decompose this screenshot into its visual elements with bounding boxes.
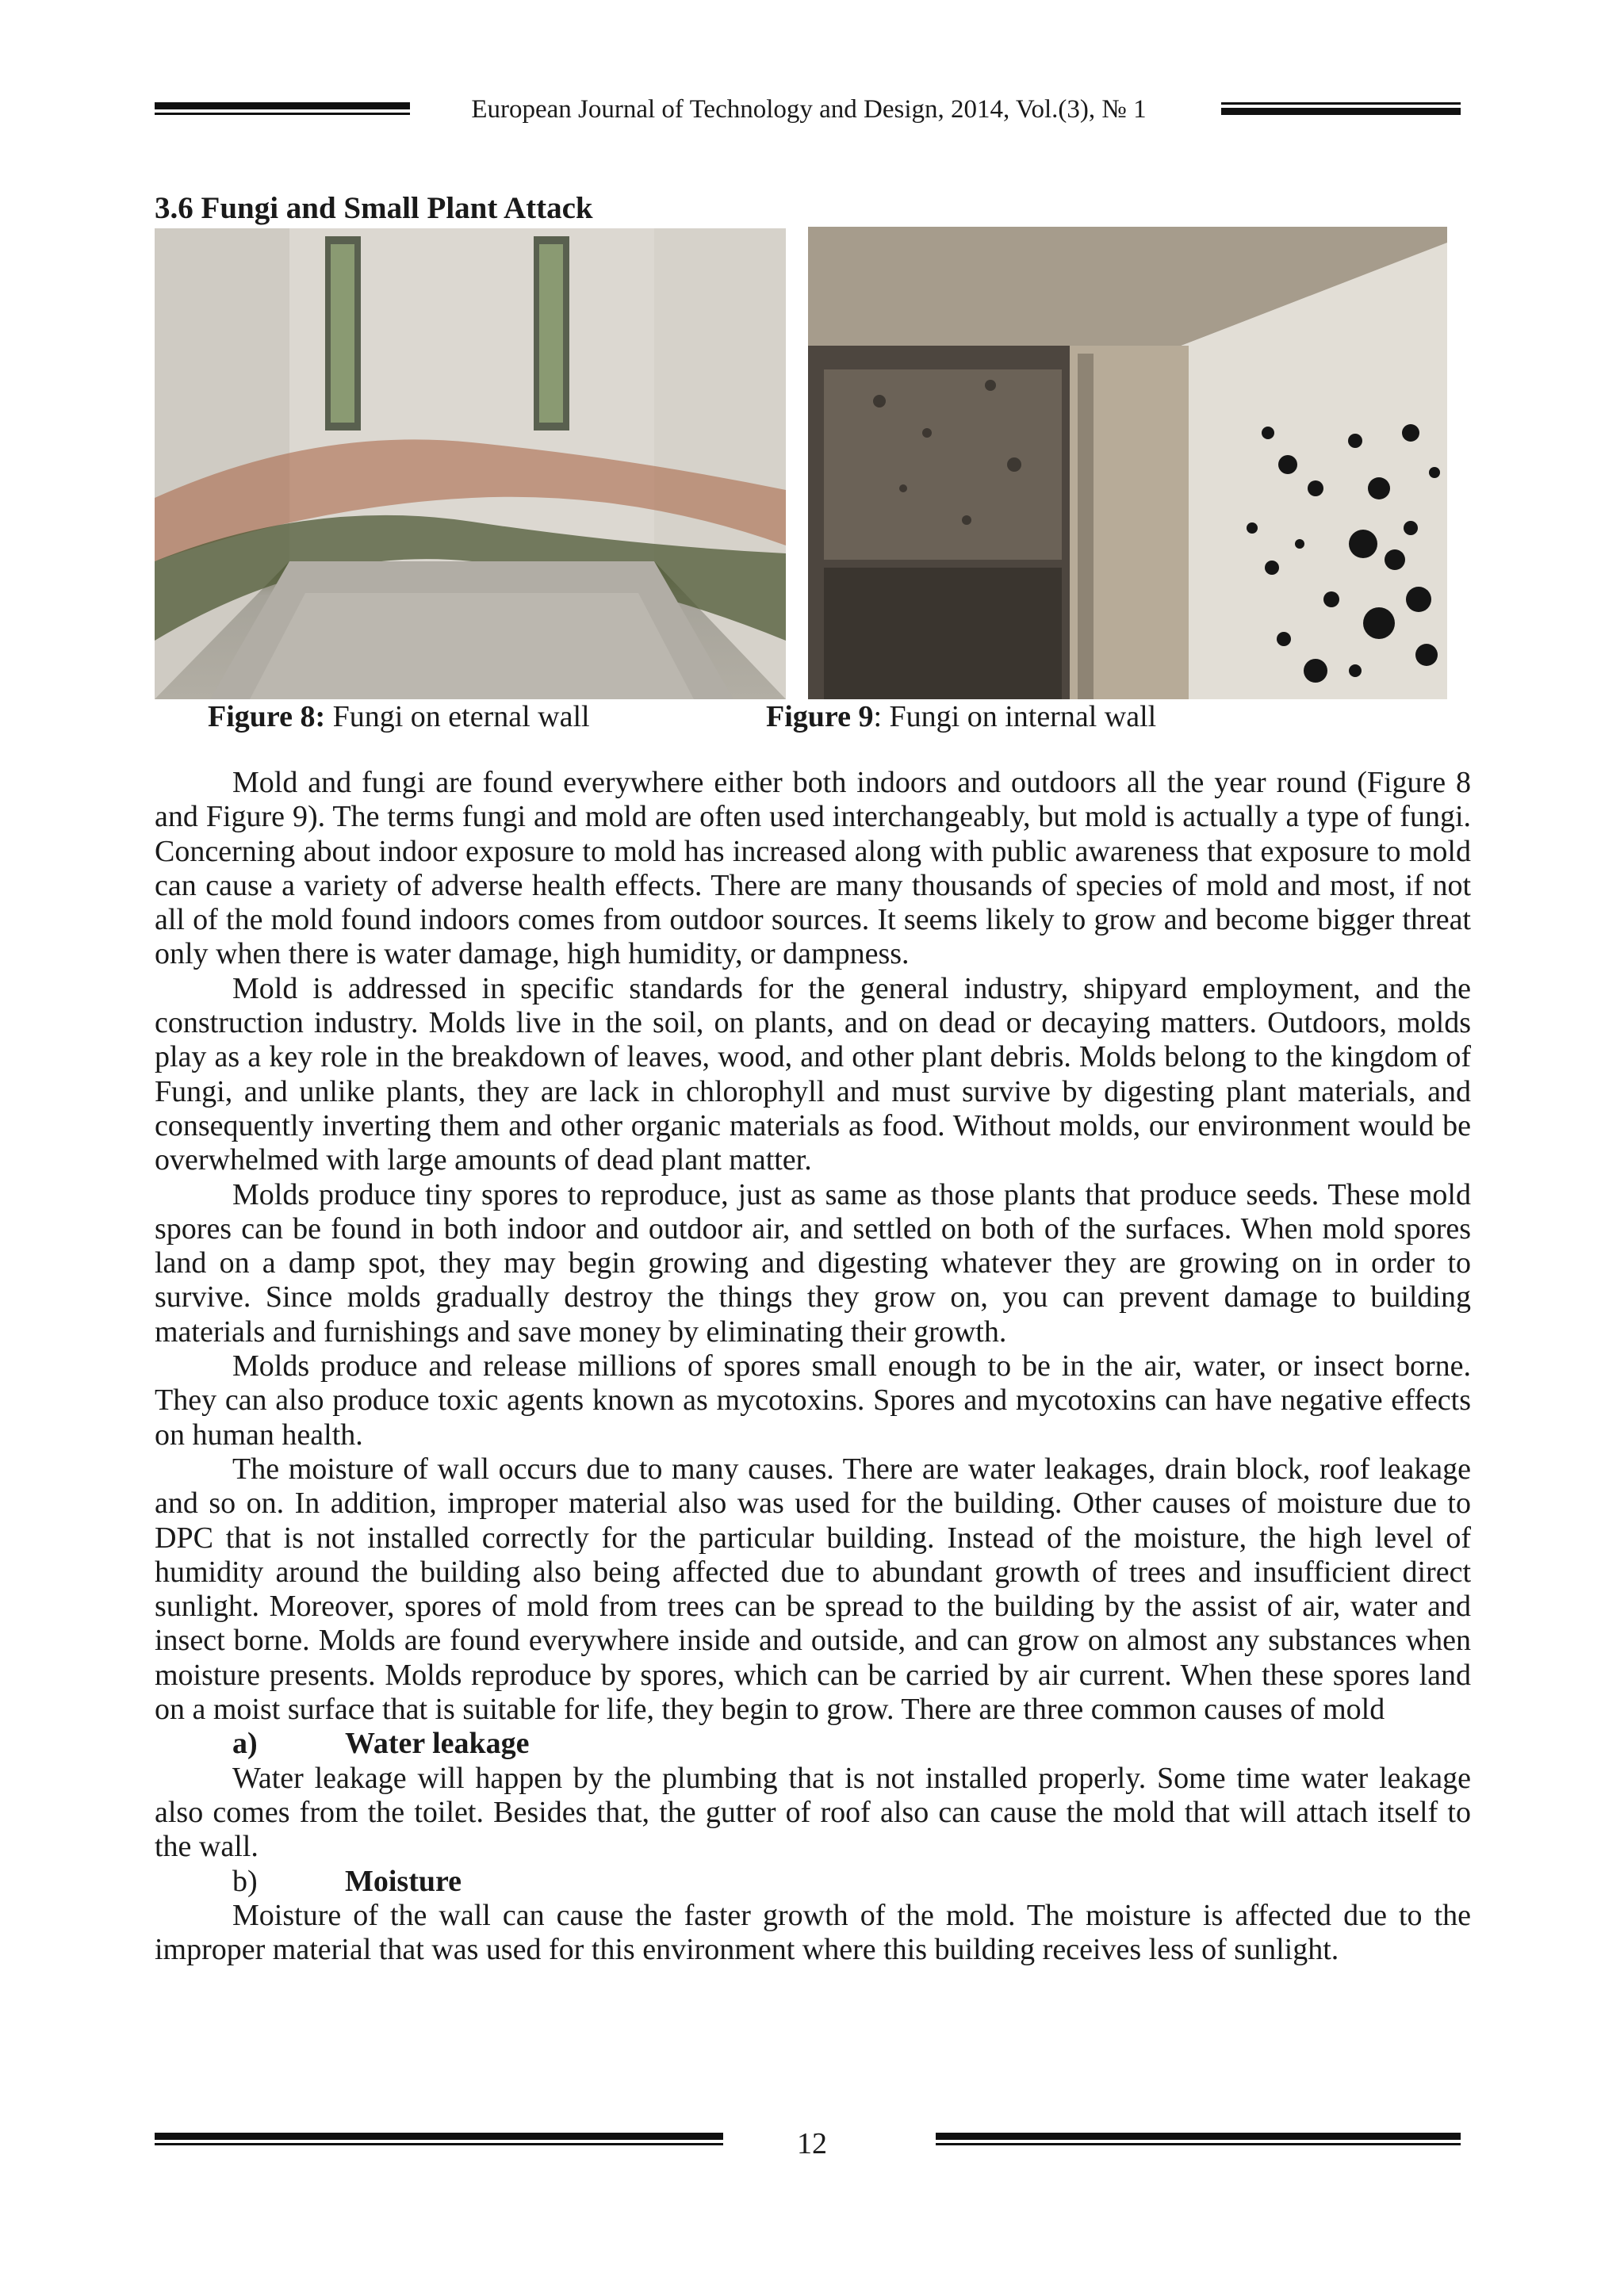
running-header: European Journal of Technology and Design, 2014, Vol.(3), № 1 [471,95,1147,124]
list-heading: Water leakage [345,1727,530,1761]
header-rule-right [1221,102,1461,115]
paragraph: The moisture of wall occurs due to many causes. There are water leakages, drain block, roof leakage and so on. In addition, improper material also was used for the building. Other causes of moisture due to DPC that is not installed correctly for the particular building. Instead of the moisture, the high level of humidity around the building also being affected due to abundant growth of trees and insufficient direct sunlight. Moreover, spores of mold from trees can be spread to the building by the assist of air, water and insect borne. Molds are found everywhere inside and outside, and can grow on almost any substances when moisture presents. Molds reproduce by spores, which can be carried by air current. When these spores land on a moist surface that is suitable for life, they begin to grow. There are three common causes of mold [155,1452,1471,1727]
list-item-heading [155,1865,1471,1899]
fungi-internal-wall-image [808,227,1447,699]
header-rule-left [155,102,410,115]
list-marker: a) [232,1727,258,1761]
list-item-text: Water leakage will happen by the plumbing that is not installed properly. Some time water leakage also comes from the toilet. Besides that, the gutter of roof also can cause the mold that will attach itself to the wall. [155,1761,1471,1864]
figure-9-caption [766,699,1156,734]
paragraph: Molds produce tiny spores to reproduce, just as same as those plants that produce seeds. These mold spores can be found in both indoor and outdoor air, and settled on both of the surfaces. When mold spores land on a damp spot, they may begin growing and digesting whatever they are growing on in order to survive. Since molds gradually destroy the things they grow on, you can prevent damage to building materials and furnishings and save money by eliminating their growth. [155,1177,1471,1349]
figure-8-caption-text: Fungi on eternal wall [325,700,590,733]
list-heading: Moisture [345,1864,462,1898]
figure-8-label: Figure 8: [208,700,326,733]
paragraph: Mold is addressed in specific standards for the general industry, shipyard employment, and the construction industry. Molds live in the soil, on plants, and on dead or decaying matters. Outdoors, molds play as a key role in the breakdown of leaves, wood, and other plant debris. Molds belong to the kingdom of Fungi, and unlike plants, they are lack in chlorophyll and must survive by digesting plant materials, and consequently inverting them and other organic materials as food. Without molds, our environment would be overwhelmed with large amounts of dead plant matter. [155,971,1471,1177]
footer-rule-right [936,2133,1461,2145]
section-title: 3.6 Fungi and Small Plant Attack [155,191,593,225]
footer-rule-left [155,2133,723,2145]
page-number: 12 [797,2127,827,2160]
list-item-text: Moisture of the wall can cause the faster growth of the mold. The moisture is affected due to the improper material that was used for this environment where this building receives less of sunlight. [155,1898,1471,1967]
figure-8-photo [155,228,786,699]
figure-9-caption-text: : Fungi on internal wall [873,700,1157,733]
figure-8-caption [208,699,590,734]
paragraph: Mold and fungi are found everywhere either both indoors and outdoors all the year round (Figure 8 and Figure 9). The terms fungi and mold are often used interchangeably, but mold is actually a type of fungi. Concerning about indoor exposure to mold has increased along with public awareness that exposure to mold can cause a variety of adverse health effects. There are many thousands of species of mold and most, if not all of the mold found indoors comes from outdoor sources. It seems likely to grow and become bigger threat only when there is water damage, high humidity, or dampness. [155,766,1471,971]
body-text [155,766,1471,1967]
figure-9-label: Figure 9 [766,700,874,733]
paragraph: Molds produce and release millions of spores small enough to be in the air, water, or insect borne. They can also produce toxic agents known as mycotoxins. Spores and mycotoxins can have negative effects on human health. [155,1349,1471,1452]
figure-9-photo [808,227,1447,699]
list-item-heading [155,1727,1471,1761]
fungi-external-wall-image [155,228,786,699]
list-marker: b) [232,1864,258,1898]
